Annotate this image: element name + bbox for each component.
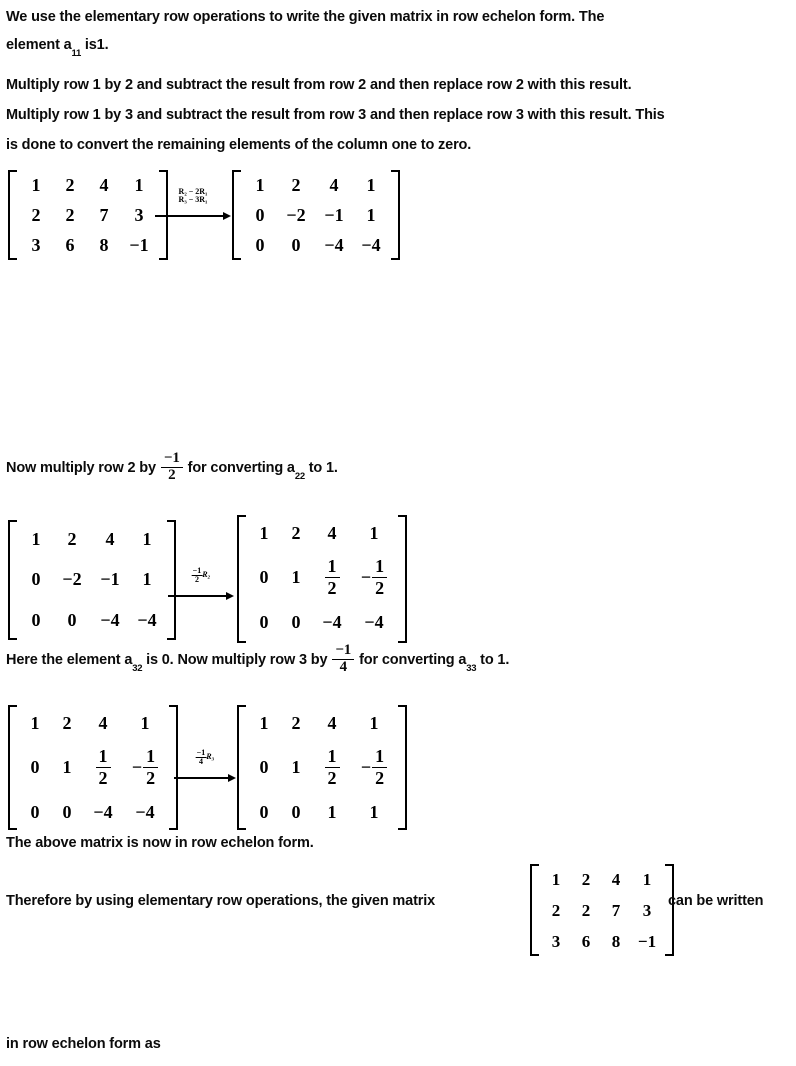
matrix-grid (19, 520, 165, 640)
cell-r1c4: 1 (366, 175, 376, 195)
cell-fraction (96, 746, 111, 787)
cell-r1c2: 2 (67, 529, 77, 549)
conclusion-line: The above matrix is now in row echelon form. (6, 835, 314, 851)
cell-r3c2: 0 (291, 801, 301, 822)
step3-middle-1: is 0. Now multiply row 3 by (142, 652, 328, 668)
cell-r2c2: −2 (286, 205, 306, 225)
cell-r3c4: −1 (129, 235, 149, 255)
cell-r1c4: 1 (369, 713, 379, 733)
cell-r1c4: 1 (142, 529, 152, 549)
intro-a11-suffix: is1. (81, 37, 109, 53)
cell-r3c1: 3 (31, 235, 41, 255)
equation-1-left-matrix (8, 170, 168, 260)
bracket-left (232, 170, 243, 260)
fraction-sign: − (360, 757, 372, 777)
cell-r3c4: −4 (135, 801, 155, 822)
fraction-denominator: 2 (96, 767, 111, 788)
cell-r2c2: 1 (291, 757, 301, 777)
matrix-grid (541, 864, 663, 956)
step3-paragraph (6, 640, 509, 686)
fraction-numerator: 1 (327, 746, 337, 767)
cell-r1c2: 2 (291, 713, 301, 733)
matrix-grid (19, 705, 167, 830)
cell-fraction (132, 746, 158, 787)
cell-r2c4: 1 (142, 569, 152, 589)
cell-r3c2: 0 (291, 235, 301, 255)
bracket-right (396, 705, 407, 830)
cell-r2c2: −2 (62, 569, 82, 589)
fraction-numerator: 1 (327, 556, 337, 577)
bracket-right (396, 515, 407, 643)
cell-r1c1: 1 (30, 713, 40, 733)
cell-fraction (325, 556, 340, 597)
equation-3-right-matrix (237, 705, 407, 830)
cell-r1c1: 1 (255, 175, 265, 195)
fraction-denominator: 2 (192, 575, 203, 584)
fraction-denominator: 4 (332, 659, 354, 676)
cell-r3c3: 1 (327, 801, 337, 822)
cell-r3c2: 6 (581, 931, 591, 951)
cell-r2c3 (325, 556, 340, 597)
step3-prefix: Here the element a (6, 652, 133, 668)
cell-r2c2: 1 (62, 757, 72, 777)
fraction-numerator: −1 (335, 641, 352, 658)
cell-r2c4 (361, 746, 387, 787)
cell-r2c2: 1 (291, 567, 301, 587)
cell-r3c1: 0 (31, 610, 41, 630)
equation-2-operation-arrow (168, 565, 234, 597)
cell-r3c4: −4 (364, 612, 384, 632)
cell-r2c4 (361, 556, 387, 597)
matrix-grid (243, 170, 389, 260)
step2-prefix: Now multiply row 2 by (6, 460, 156, 476)
cell-r2c3: −1 (324, 205, 344, 225)
step3-middle-2: for converting a (359, 652, 467, 668)
cell-r1c1: 1 (259, 523, 269, 543)
bracket-left (530, 864, 541, 956)
step2-fraction (161, 451, 183, 484)
operation-label (196, 749, 215, 766)
bracket-left (8, 170, 19, 260)
fraction-numerator: 1 (98, 746, 108, 767)
operation-label (179, 188, 208, 204)
fraction-denominator: 2 (161, 467, 183, 484)
step1-line-1: Multiply row 1 by 2 and subtract the result from row 2 and then replace row 2 with this result. (6, 77, 632, 93)
cell-r3c4: −1 (637, 931, 657, 951)
fraction-denominator: 2 (143, 767, 158, 788)
arrow-head-icon (223, 212, 231, 220)
step2-suffix: to 1. (304, 460, 338, 476)
cell-r2c2: 2 (581, 901, 591, 920)
operation-row-label: R₃ (206, 752, 215, 762)
cell-r1c3: 4 (98, 713, 108, 733)
cell-r1c3: 4 (329, 175, 339, 195)
cell-r1c2: 2 (62, 713, 72, 733)
cell-r3c4: 1 (369, 801, 379, 822)
operation-label (192, 567, 211, 584)
arrow-shaft (168, 595, 228, 597)
cell-r2c3 (325, 746, 340, 787)
cell-r1c4: 1 (642, 870, 652, 889)
cell-r1c2: 2 (581, 870, 591, 889)
cell-r2c1: 0 (31, 569, 41, 589)
matrix-grid (19, 170, 157, 260)
cell-r3c3: −4 (100, 610, 120, 630)
cell-r3c1: 0 (259, 612, 269, 632)
equation-1-operation-arrow (155, 186, 231, 217)
fraction-numerator: 1 (146, 746, 156, 767)
cell-r2c1: 0 (30, 757, 40, 777)
fraction-numerator: −1 (196, 747, 206, 757)
cell-r1c3: 4 (105, 529, 115, 549)
bracket-left (237, 515, 248, 643)
cell-fraction (361, 746, 387, 787)
equation-3-left-matrix (8, 705, 178, 830)
cell-r2c4: 1 (366, 205, 376, 225)
cell-r3c2: 0 (62, 801, 72, 822)
cell-r2c1: 2 (551, 901, 561, 920)
cell-r3c1: 3 (551, 931, 561, 951)
cell-r2c3: 7 (99, 205, 109, 225)
cell-r2c3: −1 (100, 569, 120, 589)
cell-r3c1: 0 (259, 801, 269, 822)
fraction-numerator: 1 (375, 556, 385, 577)
operation-fraction (192, 567, 203, 584)
cell-r2c1: 2 (31, 205, 41, 225)
final-closing-line: in row echelon form as (6, 1036, 161, 1052)
cell-r3c1: 0 (30, 801, 40, 822)
cell-r3c2: 6 (65, 235, 75, 255)
step2-a22-subscript: 22 (294, 470, 305, 482)
cell-r1c3: 4 (611, 870, 621, 889)
fraction-sign: − (131, 757, 143, 777)
cell-r1c4: 1 (369, 523, 379, 543)
arrow-head-icon (228, 774, 236, 782)
step3-a32-subscript: 32 (132, 662, 143, 674)
cell-r2c2: 2 (65, 205, 75, 225)
step3-a33-subscript: 33 (466, 662, 477, 674)
fraction-numerator: −1 (192, 565, 202, 575)
equation-2-left-matrix (8, 520, 176, 640)
cell-r2c4 (132, 746, 158, 787)
cell-r3c3: 8 (99, 235, 109, 255)
cell-r2c4: 3 (642, 901, 652, 920)
equation-1-right-matrix (232, 170, 400, 260)
bracket-left (8, 520, 19, 640)
fraction-denominator: 2 (372, 767, 387, 788)
intro-a11-prefix: element a (6, 37, 72, 53)
fraction-numerator: 1 (375, 746, 385, 767)
bracket-left (8, 705, 19, 830)
cell-r3c1: 0 (255, 235, 265, 255)
operation-fraction (196, 749, 207, 766)
cell-r1c4: 1 (134, 175, 144, 195)
bracket-left (237, 705, 248, 830)
cell-r1c4: 1 (140, 713, 150, 733)
cell-r1c1: 1 (31, 175, 41, 195)
bracket-right (389, 170, 400, 260)
operation-row-label: R₂ (202, 570, 211, 580)
bracket-right (165, 520, 176, 640)
operation-line-2: R₃ − 3R₁ (178, 194, 208, 204)
cell-r3c2: 0 (291, 612, 301, 632)
cell-fraction (361, 556, 387, 597)
step2-paragraph (6, 448, 338, 494)
final-paragraph-prefix: Therefore by using elementary row operations, the given matrix (6, 893, 436, 909)
step2-middle: for converting a (187, 460, 295, 476)
fraction-numerator: −1 (163, 449, 180, 466)
cell-r1c1: 1 (551, 870, 561, 889)
step3-suffix: to 1. (476, 652, 510, 668)
cell-r1c2: 2 (291, 175, 301, 195)
cell-r1c3: 4 (327, 523, 337, 543)
cell-r3c4: −4 (137, 610, 157, 630)
final-inline-matrix (530, 864, 674, 956)
fraction-denominator: 2 (325, 767, 340, 788)
step1-line-3: is done to convert the remaining elements of the column one to zero. (6, 137, 472, 153)
cell-r1c2: 2 (291, 523, 301, 543)
cell-r3c3: 8 (611, 931, 621, 951)
fraction-denominator: 4 (196, 757, 207, 766)
intro-a11-subscript: 11 (71, 47, 81, 59)
arrow-shaft (174, 777, 230, 779)
cell-r2c3: 7 (611, 901, 621, 920)
equation-3-operation-arrow (174, 747, 236, 779)
cell-r3c3: −4 (93, 801, 113, 822)
cell-r3c2: 0 (67, 610, 77, 630)
matrix-grid (248, 705, 396, 830)
step1-line-2: Multiply row 1 by 3 and subtract the result from row 3 and then replace row 3 with this result. This (6, 107, 665, 123)
cell-r1c3: 4 (327, 713, 337, 733)
equation-2-right-matrix (237, 515, 407, 643)
arrow-head-icon (226, 592, 234, 600)
fraction-denominator: 2 (372, 577, 387, 598)
cell-r2c1: 0 (259, 757, 269, 777)
final-paragraph-suffix: can be written (668, 893, 764, 909)
cell-r2c4: 3 (134, 205, 144, 225)
cell-r2c1: 0 (255, 205, 265, 225)
cell-r1c1: 1 (259, 713, 269, 733)
step3-fraction (332, 643, 354, 676)
intro-paragraph-line-1: We use the elementary row operations to write the given matrix in row echelon form. The (6, 9, 605, 25)
cell-r1c3: 4 (99, 175, 109, 195)
cell-r3c4: −4 (361, 235, 381, 255)
operation-line-1: R₂ − 2R₁ (178, 186, 208, 196)
intro-paragraph-line-2 (6, 30, 108, 66)
cell-r1c2: 2 (65, 175, 75, 195)
cell-r3c3: −4 (322, 612, 342, 632)
fraction-sign: − (360, 567, 372, 587)
matrix-grid (248, 515, 396, 643)
cell-r2c3 (96, 746, 111, 787)
cell-r2c1: 0 (259, 567, 269, 587)
cell-fraction (325, 746, 340, 787)
cell-r3c3: −4 (324, 235, 344, 255)
cell-r1c1: 1 (31, 529, 41, 549)
fraction-denominator: 2 (325, 577, 340, 598)
arrow-shaft (155, 215, 225, 217)
